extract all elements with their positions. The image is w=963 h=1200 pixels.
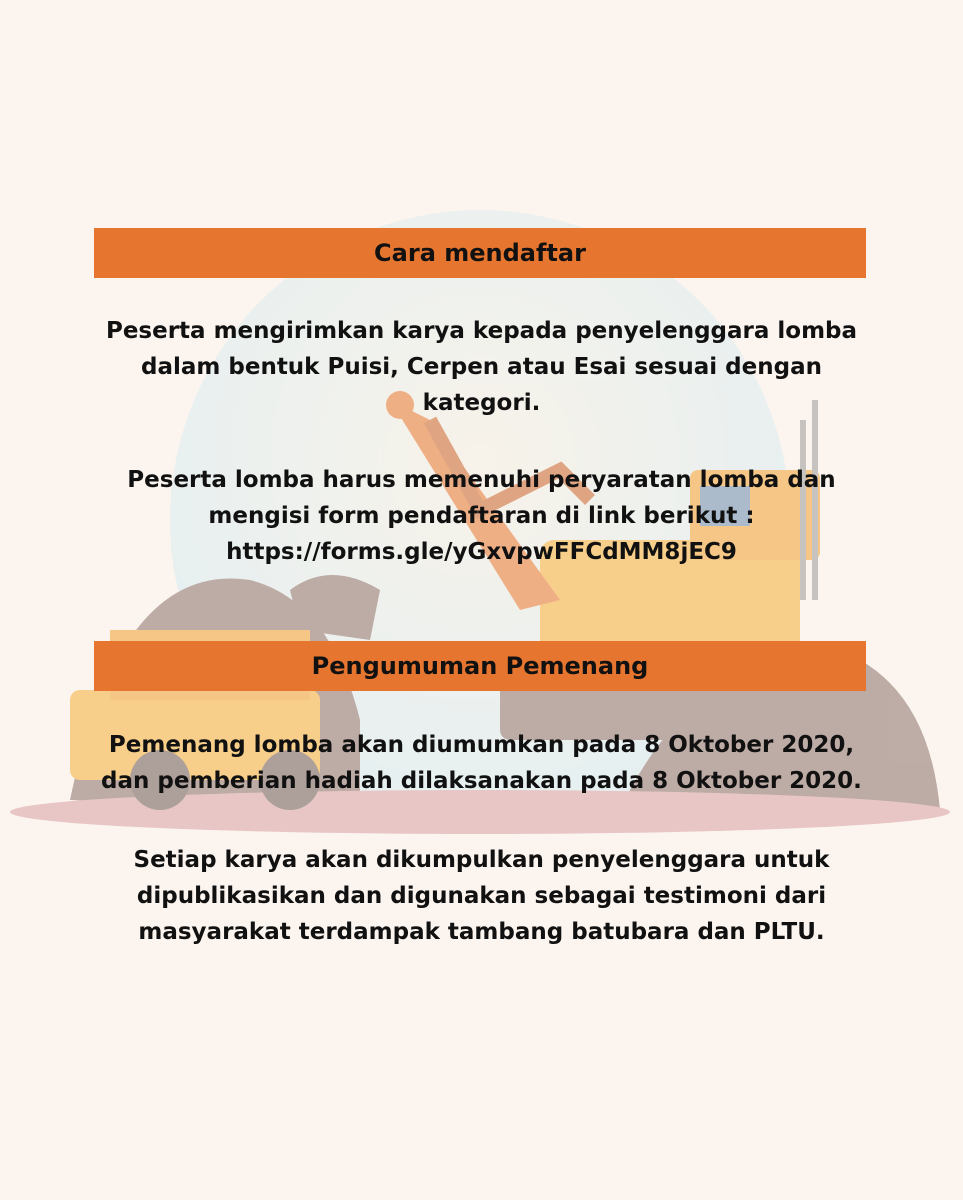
registration-line: dalam bentuk Puisi, Cerpen atau Esai sesuai dengan bbox=[141, 354, 822, 380]
registration-paragraph-1 bbox=[60, 313, 903, 421]
registration-line: kategori. bbox=[422, 390, 541, 416]
section-title-registration: Cara mendaftar bbox=[94, 228, 866, 278]
announcement-line: dan pemberian hadiah dilaksanakan pada 8 Oktober 2020. bbox=[101, 768, 862, 794]
announcement-paragraph-2 bbox=[60, 842, 903, 950]
registration-paragraph-2 bbox=[60, 462, 903, 570]
announcement-line: Setiap karya akan dikumpulkan penyelenggara untuk bbox=[133, 847, 830, 873]
registration-form-link[interactable]: https://forms.gle/yGxvpwFFCdMM8jEC9 bbox=[226, 539, 737, 565]
announcement-line: Pemenang lomba akan diumumkan pada 8 Oktober 2020, bbox=[108, 732, 855, 758]
announcement-line: dipublikasikan dan digunakan sebagai testimoni dari bbox=[136, 883, 827, 909]
registration-line: Peserta lomba harus memenuhi peryaratan lomba dan bbox=[127, 467, 836, 493]
registration-line: mengisi form pendaftaran di link berikut : bbox=[208, 503, 755, 529]
section-title-announcement: Pengumuman Pemenang bbox=[94, 641, 866, 691]
announcement-line: masyarakat terdampak tambang batubara dan PLTU. bbox=[138, 919, 825, 945]
announcement-paragraph-1 bbox=[60, 727, 903, 799]
registration-line: Peserta mengirimkan karya kepada penyelenggara lomba bbox=[105, 318, 858, 344]
